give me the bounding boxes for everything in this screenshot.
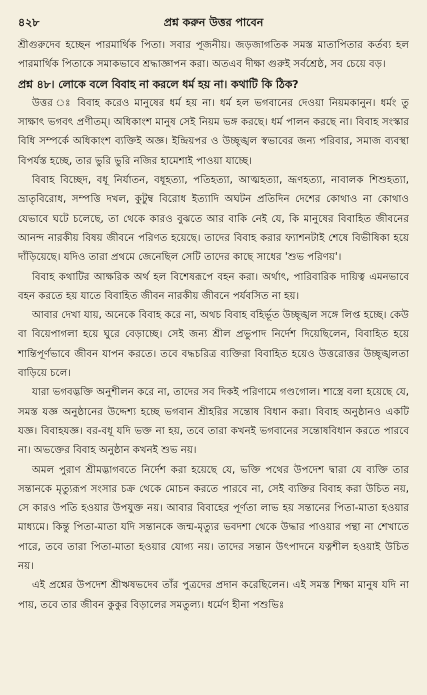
paragraph: আবার দেখা যায়, অনেকে বিবাহ করে না, অথচ বিবাহ বহির্ভূত উচ্ছৃঙ্খল সঙ্গে লিপ্ত হচ্ছে। কেউ বা বিয়েপাগলা হয়ে ঘুরে বেড়াচ্ছে। সেই জন্য শ্রীল প্রভুপাদ নির্দেশ দিয়েছিলেন, বিবাহিত হয়ে শান্তিপূর্ণভাবে জীবন যাপন করতে। তবে বদ্ধচরিত্র ব্যক্তিরা বিবাহিত হয়েও উত্তরোত্তর উচ্ছৃঙ্খলতা বাড়িয়ে চলে। xyxy=(18,310,409,380)
paragraph: বিবাহ কথাটির আক্ষরিক অর্থ হল বিশেষরূপে বহন করা। অর্থাৎ, পারিবারিক দায়িত্ব এমনভাবে বহন করতে হয় যাতে বিবাহিত জীবন নারকীয় জীবনে পর্যবসিত না হয়। xyxy=(18,271,409,302)
answer-paragraph: উত্তর ঃ বিবাহ করেও মানুষের ধর্ম হয় না। ধর্ম হল ভগবানের দেওয়া নিয়মকানুন। ধর্মং তু সাক্ষাৎ ভগবৎ প্রণীতম্। অধিকাংশ মানুষ সেই নিয়ম ভঙ্গ করছে। ধর্ম পালন করছে না। বিবাহ সংস্কার বিধি সম্পর্কে অধিকাংশ ব্যক্তিই অজ্ঞ। ইন্দ্রিয়পর ও উচ্ছৃঙ্খল স্বভাবের জন্য পরিবার, সমাজ ব্যবস্থা বিপর্যস্ত হচ্ছে, তার ভুরি ভুরি নজির হামেশাই পাওয়া যাচ্ছে। xyxy=(18,97,409,167)
running-title: প্রশ্ন করুন উত্তর পাবেন xyxy=(163,16,264,29)
question-heading: প্রশ্ন ৪৮। লোকে বলে বিবাহ না করলে ধর্ম হয় না। কথাটি কি ঠিক? xyxy=(18,77,299,91)
page-header xyxy=(18,14,409,36)
paragraph: শ্রীগুরুদেব হচ্ছেন পারমার্থিক পিতা। সবার পূজনীয়। জড়জাগতিক সমস্ত মাতাপিতার কর্তব্য হল পারমার্থিক পিতাকে সমাকভাবে শ্রদ্ধাজ্ঞাপন করা। অতএব দীক্ষা গুরুই সর্বশ্রেষ্ঠ, সব চেয়ে বড়। xyxy=(18,40,409,71)
paragraph: এই প্রশ্নের উপদেশ শ্রীঋষভদেব তাঁর পুত্রদের প্রদান করেছিলেন। এই সমস্ত শিক্ষা মানুষ যদি না পায়, তবে তার জীবন কুকুর বিড়ালের সমতুল্য। ধর্মেণ হীনা পশুভিঃ xyxy=(18,580,409,611)
paragraph: বিবাহ বিচ্ছেদ, বধূ নির্যাতন, বধূহত্যা, পতিহত্যা, আত্মহত্যা, ভ্রূণহত্যা, নাবালক শিশুহত্যা, ভ্রাতৃবিরোধ, সম্পত্তি দখল, কুটুম্ব বিরোধ ইত্যাদি অঘটন প্রতিদিন দেশের কোথাও না কোথাও যেভাবে ঘটে চলেছে, তা থেকে কারও বুঝতে আর বাকি নেই যে, কি মানুষের বিবাহিত জীবনের আনন্দ নারকীয় বিষয় জীবনে পরিণত হয়েছে। তাদের বিবাহ করার ফ্যাশনটাই শেষে বিভীষিকা হয়ে দাঁড়িয়েছে। যদিও তারা প্রথমে জেনেছিল সেটি তাদের কাছে সাধের 'শুভ পরিণয়'। xyxy=(18,175,409,264)
page-number: ৪২৮ xyxy=(18,16,40,29)
page-body xyxy=(18,36,409,615)
paragraph: অমল পুরাণ শ্রীমদ্ভাগবতে নির্দেশ করা হয়েছে যে, ভক্তি পথের উপদেশ দ্বারা যে ব্যক্তি তার সন্তানকে মৃত্যুরূপ সংসার চক্র থেকে মোচন করতে পারবে না, সেই ব্যক্তির বিবাহ করা উচিত নয়, সে কারও পতি হওয়ার উপযুক্ত নয়। আবার বিবাহের পূর্ণতা লাভ হয় সন্তানের পিতা-মাতা হওয়ার মাধ্যমে। কিন্তু পিতা-মাতা যদি সন্তানকে জন্ম-মৃত্যুর ভবদশা থেকে উদ্ধার পাওয়ার পন্থা না শেখাতে পারে, তবে তারা পিতা-মাতা হওয়ার যোগ্য নয়। তাদের সন্তান উৎপাদনে যত্নশীল হওয়াই উচিত নয়। xyxy=(18,464,409,573)
paragraph: যারা ভগবদ্ভক্তি অনুশীলন করে না, তাদের সব দিকই পরিণামে গণ্ডগোল। শাস্ত্রে বলা হয়েছে যে, সমস্ত যজ্ঞ অনুষ্ঠানের উদ্দেশ্য হচ্ছে ভগবান শ্রীহরির সন্তোষ বিধান করা। বিবাহ অনুষ্ঠানও একটি যজ্ঞ। বিবাহযজ্ঞ। বর-বধূ যদি ভক্ত না হয়, তবে তারা কখনই ভগবানের সন্তোষবিধান করতে পারবে না। অভক্তের বিবাহ অনুষ্ঠান কখনই শুভ নয়। xyxy=(18,387,409,457)
